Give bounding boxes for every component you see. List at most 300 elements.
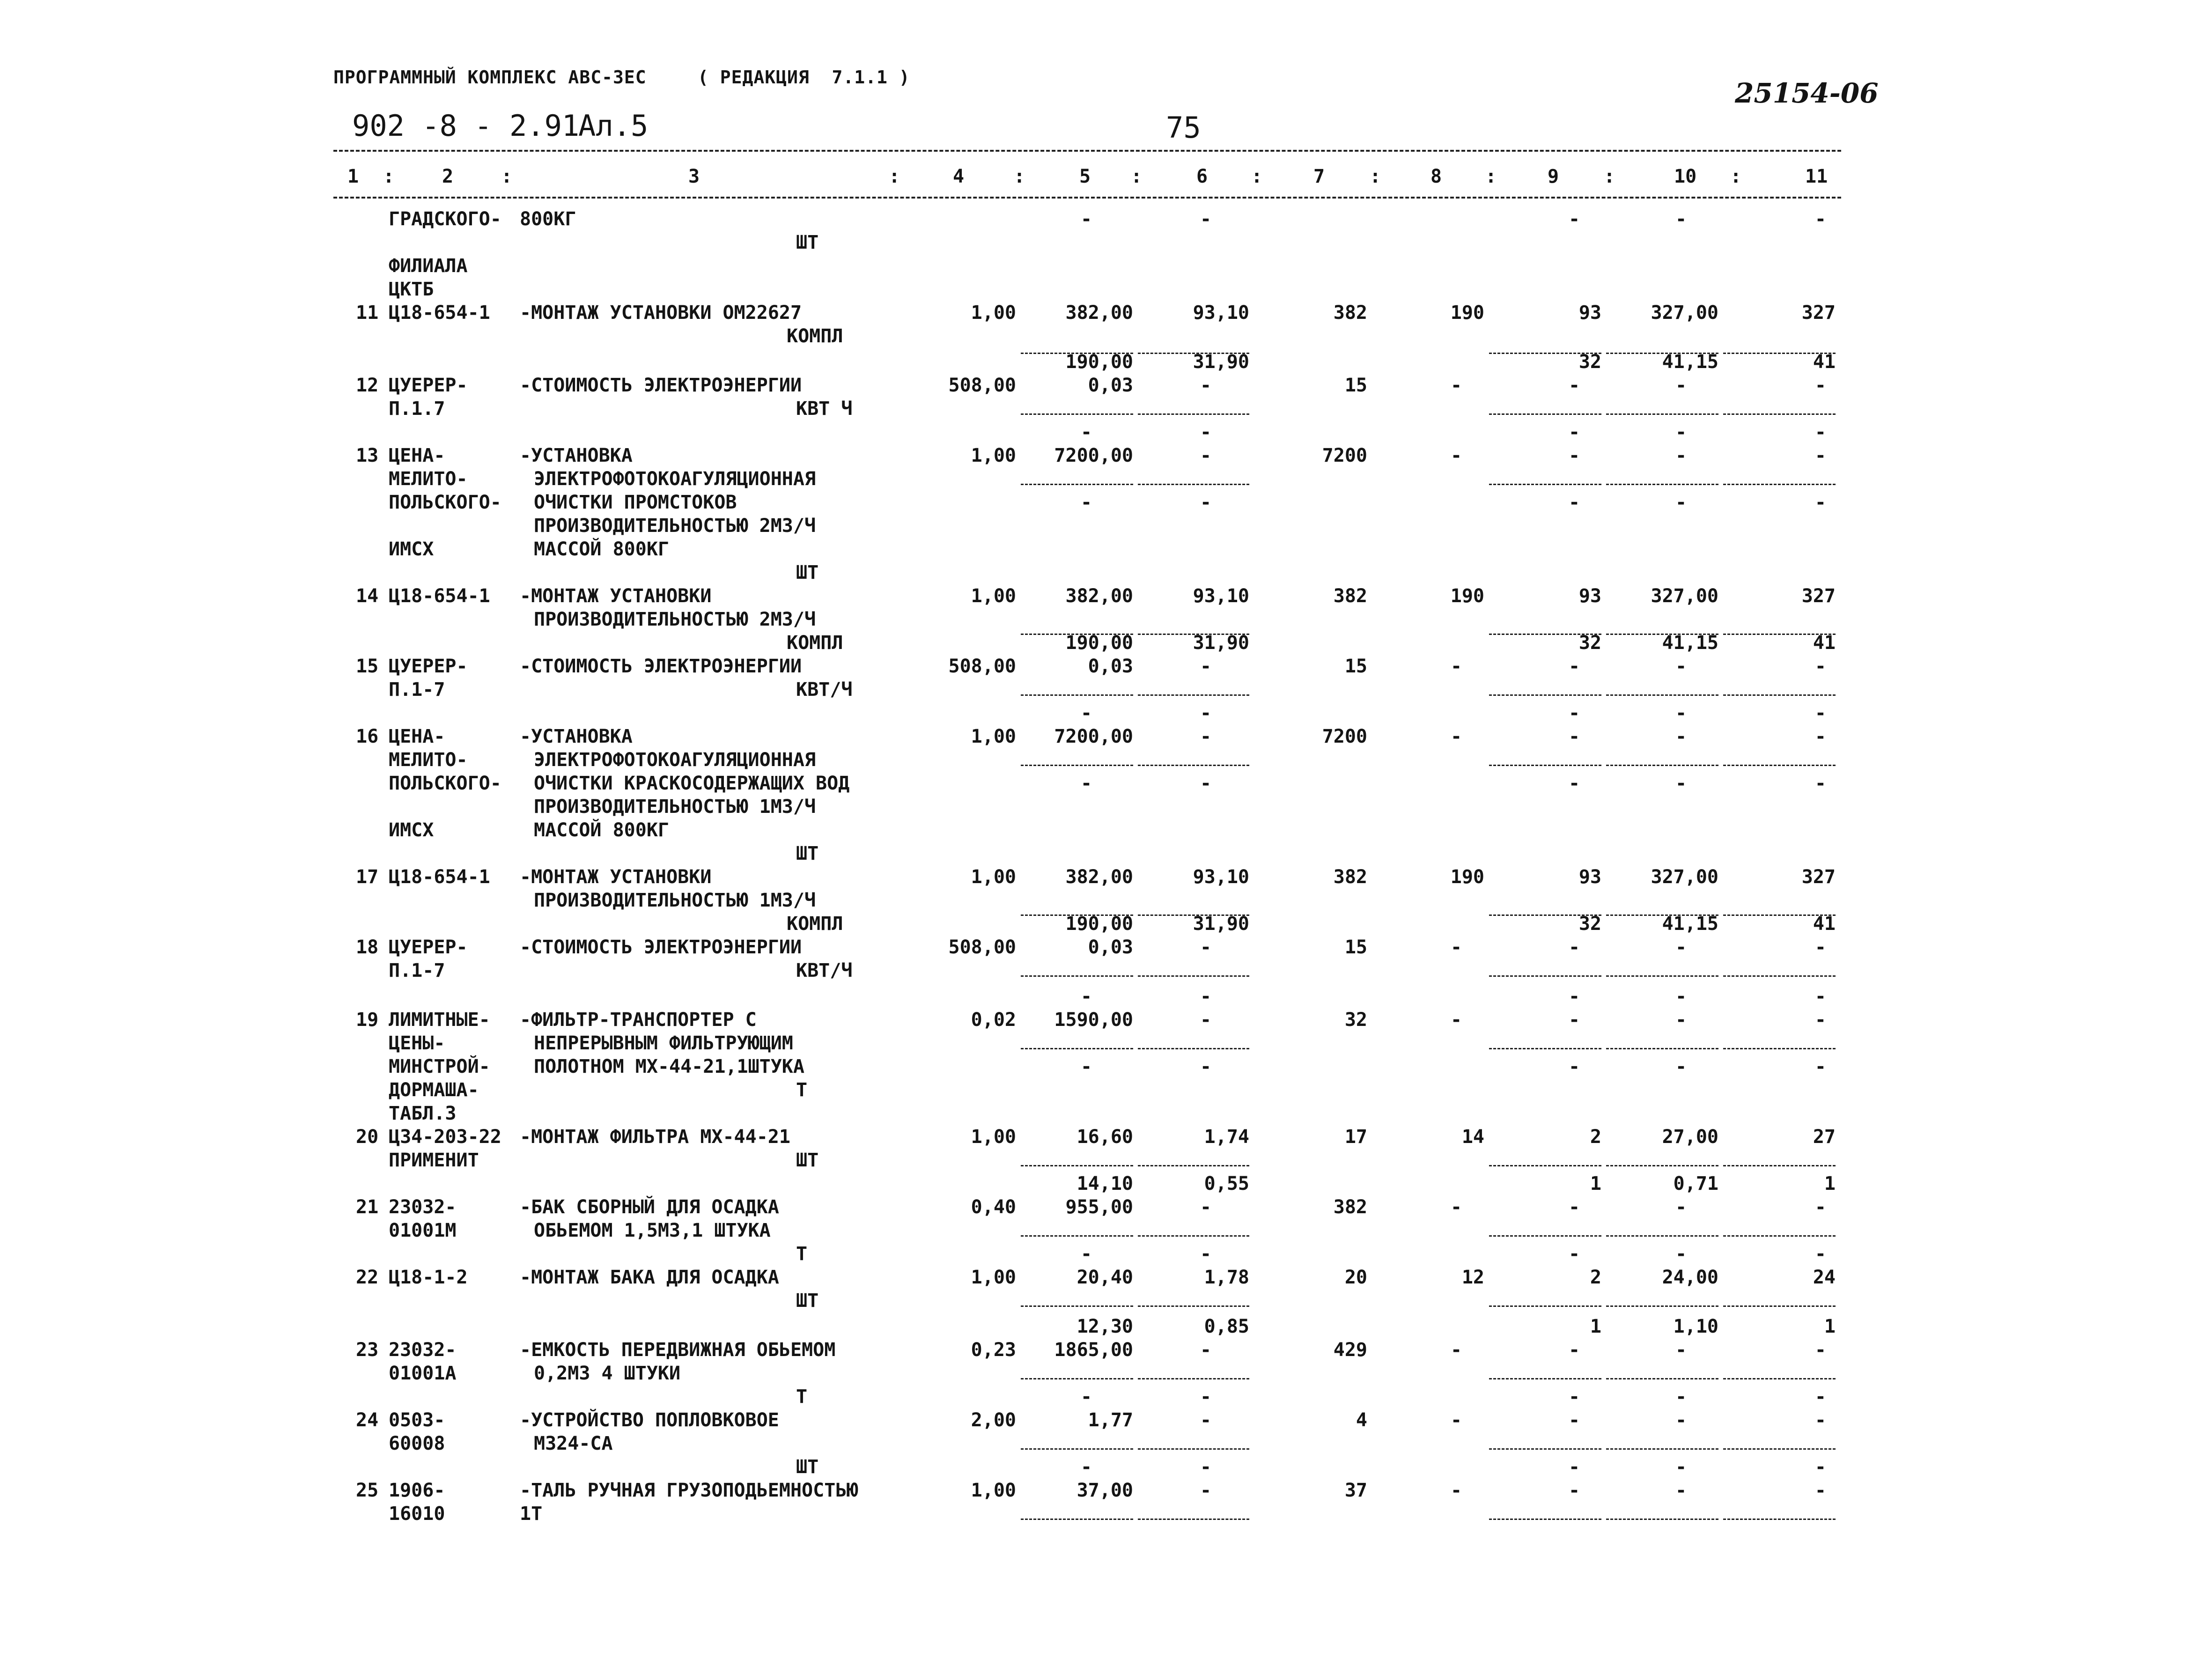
table-cell: 508,00 xyxy=(948,936,1016,958)
table-cell: - xyxy=(1814,375,1826,396)
table-cell: - xyxy=(1200,1009,1212,1031)
table-cell: 1,00 xyxy=(971,866,1016,888)
column-header: 6 xyxy=(1196,166,1208,187)
subtotal-separator xyxy=(1021,1235,1133,1237)
subtotal-separator xyxy=(1138,1378,1249,1379)
table-cell: 32 xyxy=(1578,351,1601,373)
header-rule-bottom xyxy=(333,197,1841,199)
table-cell: 1 xyxy=(1824,1173,1836,1194)
table-cell: МАССОЙ 800КГ xyxy=(534,819,669,841)
table-cell: - xyxy=(1814,1480,1826,1501)
table-cell: - xyxy=(1675,773,1687,794)
subtotal-separator xyxy=(1138,634,1249,635)
subtotal-separator xyxy=(1489,1235,1601,1237)
table-cell: НЕПРЕРЫВНЫМ ФИЛЬТРУЮЩИМ xyxy=(534,1032,793,1054)
column-header: : xyxy=(1604,166,1615,187)
table-cell: 1,00 xyxy=(971,445,1016,466)
table-cell: 1,78 xyxy=(1204,1267,1249,1288)
table-cell: Ц34-203-22 xyxy=(389,1126,501,1148)
table-cell: ЦКТБ xyxy=(389,279,434,300)
table-cell: - xyxy=(1814,1009,1826,1031)
table-cell: - xyxy=(1200,726,1212,747)
table-cell: ДОРМАША- xyxy=(389,1079,479,1101)
subtotal-separator xyxy=(1606,634,1718,635)
table-cell: - xyxy=(1450,1409,1462,1431)
table-cell: - xyxy=(1200,421,1212,443)
table-cell: 0,40 xyxy=(971,1196,1016,1218)
subtotal-separator xyxy=(1723,765,1836,766)
page-number: 75 xyxy=(1166,111,1201,145)
table-cell: ГРАДСКОГО- xyxy=(389,208,501,230)
column-header: : xyxy=(889,166,900,187)
subtotal-separator xyxy=(1606,353,1718,354)
subtotal-separator xyxy=(1138,413,1249,415)
subtotal-separator xyxy=(1489,1519,1601,1520)
table-cell: - xyxy=(1814,492,1826,513)
table-cell: - xyxy=(1080,702,1092,724)
table-cell: - xyxy=(1675,492,1687,513)
table-cell: 327 xyxy=(1801,585,1836,607)
column-header: : xyxy=(383,166,395,187)
table-cell: П.1.7 xyxy=(389,398,445,420)
table-cell: - xyxy=(1080,1456,1092,1478)
table-cell: 0,71 xyxy=(1673,1173,1718,1194)
column-header: : xyxy=(501,166,513,187)
subtotal-separator xyxy=(1723,484,1836,485)
table-cell: 327 xyxy=(1801,866,1836,888)
table-cell: 7200,00 xyxy=(1054,445,1133,466)
table-cell: -МОНТАЖ ФИЛЬТРА МХ-44-21 xyxy=(520,1126,790,1148)
table-cell: - xyxy=(1568,1339,1580,1361)
table-cell: Т xyxy=(796,1386,808,1408)
table-cell: - xyxy=(1080,1056,1092,1077)
table-cell: 955,00 xyxy=(1065,1196,1133,1218)
table-cell: - xyxy=(1200,986,1212,1007)
table-cell: 0,03 xyxy=(1088,656,1133,677)
table-cell: 41,15 xyxy=(1662,351,1718,373)
subtotal-separator xyxy=(1021,1305,1133,1307)
table-cell: - xyxy=(1814,1056,1826,1077)
table-cell: 93 xyxy=(1578,585,1601,607)
subtotal-separator xyxy=(1021,1378,1133,1379)
subtotal-separator xyxy=(1489,353,1601,354)
table-cell: -ЕМКОСТЬ ПЕРЕДВИЖНАЯ ОБЬЕМОМ xyxy=(520,1339,836,1361)
subtotal-separator xyxy=(1021,765,1133,766)
subtotal-separator xyxy=(1606,694,1718,696)
table-cell: - xyxy=(1814,936,1826,958)
album-number: Ал.5 xyxy=(578,109,649,143)
table-cell: 32 xyxy=(1578,913,1601,935)
table-cell: - xyxy=(1568,1196,1580,1218)
table-cell: - xyxy=(1200,1243,1212,1265)
table-cell: КВТ Ч xyxy=(796,398,853,420)
subtotal-separator xyxy=(1138,765,1249,766)
table-cell: ФИЛИАЛА xyxy=(389,255,468,277)
table-cell: 11 xyxy=(356,302,379,324)
subtotal-separator xyxy=(1489,1165,1601,1166)
column-header: 11 xyxy=(1805,166,1828,187)
table-cell: 20 xyxy=(1344,1267,1367,1288)
subtotal-separator xyxy=(1489,1378,1601,1379)
table-cell: - xyxy=(1200,656,1212,677)
subtotal-separator xyxy=(1723,1235,1836,1237)
table-cell: - xyxy=(1568,1480,1580,1501)
table-cell: 41,15 xyxy=(1662,632,1718,654)
table-cell: 01001М xyxy=(389,1220,457,1241)
table-cell: 17 xyxy=(1344,1126,1367,1148)
subtotal-separator xyxy=(1489,765,1601,766)
table-cell: ШТ xyxy=(796,1290,819,1312)
table-cell: - xyxy=(1568,492,1580,513)
table-cell: -СТОИМОСТЬ ЭЛЕКТРОЭНЕРГИИ xyxy=(520,936,802,958)
table-cell: ШТ xyxy=(796,232,819,253)
table-cell: ЭЛЕКТРОФОТОКОАГУЛЯЦИОННАЯ xyxy=(534,749,816,771)
subtotal-separator xyxy=(1138,353,1249,354)
table-cell: 31,90 xyxy=(1193,351,1249,373)
table-cell: ШТ xyxy=(796,562,819,583)
table-cell: 93,10 xyxy=(1193,866,1249,888)
table-cell: - xyxy=(1814,986,1826,1007)
subtotal-separator xyxy=(1021,353,1133,354)
table-cell: 32 xyxy=(1344,1009,1367,1031)
subtotal-separator xyxy=(1021,634,1133,635)
table-cell: - xyxy=(1200,492,1212,513)
table-cell: - xyxy=(1080,773,1092,794)
subtotal-separator xyxy=(1489,413,1601,415)
table-cell: - xyxy=(1675,445,1687,466)
header-rule-top xyxy=(333,150,1841,152)
subtotal-separator xyxy=(1489,484,1601,485)
table-cell: 24 xyxy=(1813,1267,1836,1288)
table-cell: КОМПЛ xyxy=(787,325,843,347)
table-cell: ПРИМЕНИТ xyxy=(389,1150,479,1171)
table-cell: - xyxy=(1568,208,1580,230)
table-cell: 22 xyxy=(356,1267,379,1288)
table-cell: КВТ/Ч xyxy=(796,960,853,981)
table-cell: 2 xyxy=(1590,1126,1601,1148)
table-cell: 1906- xyxy=(389,1480,445,1501)
table-cell: - xyxy=(1568,445,1580,466)
table-cell: - xyxy=(1814,1386,1826,1408)
subtotal-separator xyxy=(1723,1305,1836,1307)
table-cell: 24 xyxy=(356,1409,379,1431)
table-cell: -МОНТАЖ УСТАНОВКИ ОМ22627 xyxy=(520,302,802,324)
table-cell: 23 xyxy=(356,1339,379,1361)
table-cell: - xyxy=(1450,936,1462,958)
table-cell: - xyxy=(1200,445,1212,466)
subtotal-separator xyxy=(1489,975,1601,977)
table-cell: 1,00 xyxy=(971,1480,1016,1501)
table-cell: 190 xyxy=(1450,866,1484,888)
table-cell: 41,15 xyxy=(1662,913,1718,935)
table-cell: 327,00 xyxy=(1651,302,1718,324)
table-cell: 15 xyxy=(1344,656,1367,677)
table-cell: Т xyxy=(796,1243,808,1265)
table-cell: 20 xyxy=(356,1126,379,1148)
table-cell: - xyxy=(1450,1339,1462,1361)
table-cell: ПРОИЗВОДИТЕЛЬНОСТЬЮ 1М3/Ч xyxy=(534,890,816,911)
table-cell: 20,40 xyxy=(1077,1267,1133,1288)
inventory-number: 25154-06 xyxy=(1735,77,1879,109)
table-cell: 31,90 xyxy=(1193,913,1249,935)
table-cell: - xyxy=(1814,1339,1826,1361)
table-cell: 12,30 xyxy=(1077,1316,1133,1337)
table-cell: - xyxy=(1200,208,1212,230)
table-cell: - xyxy=(1080,1243,1092,1265)
table-cell: - xyxy=(1675,1009,1687,1031)
table-cell: - xyxy=(1675,726,1687,747)
table-cell: 41 xyxy=(1813,632,1836,654)
table-cell: - xyxy=(1814,1409,1826,1431)
subtotal-separator xyxy=(1606,1378,1718,1379)
subtotal-separator xyxy=(1138,1165,1249,1166)
table-cell: - xyxy=(1450,1196,1462,1218)
table-cell: - xyxy=(1450,1009,1462,1031)
table-cell: 93 xyxy=(1578,866,1601,888)
table-cell: ЭЛЕКТРОФОТОКОАГУЛЯЦИОННАЯ xyxy=(534,468,816,490)
table-cell: МЕЛИТО- xyxy=(389,749,468,771)
table-cell: 1 xyxy=(1824,1316,1836,1337)
subtotal-separator xyxy=(1723,1448,1836,1450)
table-cell: 190 xyxy=(1450,585,1484,607)
table-cell: 382 xyxy=(1333,585,1367,607)
table-cell: - xyxy=(1450,1480,1462,1501)
table-cell: - xyxy=(1675,986,1687,1007)
table-cell: 37 xyxy=(1344,1480,1367,1501)
table-cell: - xyxy=(1568,1056,1580,1077)
table-cell: 0,85 xyxy=(1204,1316,1249,1337)
table-cell: - xyxy=(1675,375,1687,396)
table-cell: - xyxy=(1814,208,1826,230)
table-cell: 13 xyxy=(356,445,379,466)
table-cell: 14,10 xyxy=(1077,1173,1133,1194)
table-cell: - xyxy=(1200,1339,1212,1361)
subtotal-separator xyxy=(1021,1165,1133,1166)
subtotal-separator xyxy=(1606,484,1718,485)
table-cell: 18 xyxy=(356,936,379,958)
table-cell: - xyxy=(1568,656,1580,677)
table-cell: - xyxy=(1568,1386,1580,1408)
table-cell: 27,00 xyxy=(1662,1126,1718,1148)
table-cell: - xyxy=(1200,1386,1212,1408)
table-cell: 382,00 xyxy=(1065,866,1133,888)
subtotal-separator xyxy=(1489,1448,1601,1450)
table-cell: ТАБЛ.3 xyxy=(389,1103,457,1124)
table-cell: 7200 xyxy=(1322,726,1367,747)
subtotal-separator xyxy=(1138,1448,1249,1450)
column-header: : xyxy=(1131,166,1143,187)
table-cell: ШТ xyxy=(796,843,819,864)
table-cell: 15 xyxy=(1344,375,1367,396)
table-cell: 0,03 xyxy=(1088,936,1133,958)
table-cell: ЦУЕРЕР- xyxy=(389,656,468,677)
column-header: 9 xyxy=(1548,166,1559,187)
table-cell: - xyxy=(1814,773,1826,794)
table-cell: 382 xyxy=(1333,302,1367,324)
table-cell: 1,00 xyxy=(971,1267,1016,1288)
table-cell: 17 xyxy=(356,866,379,888)
table-cell: 1,00 xyxy=(971,726,1016,747)
subtotal-separator xyxy=(1606,1448,1718,1450)
table-cell: - xyxy=(1675,421,1687,443)
table-cell: ПОЛЬСКОГО- xyxy=(389,492,501,513)
table-cell: 21 xyxy=(356,1196,379,1218)
table-cell: -СТОИМОСТЬ ЭЛЕКТРОЭНЕРГИИ xyxy=(520,656,802,677)
table-cell: - xyxy=(1200,375,1212,396)
table-cell: 382,00 xyxy=(1065,585,1133,607)
subtotal-separator xyxy=(1606,914,1718,916)
column-header: : xyxy=(1014,166,1025,187)
table-cell: ШТ xyxy=(796,1150,819,1171)
table-cell: 1590,00 xyxy=(1054,1009,1133,1031)
table-cell: ПОЛОТНОМ МХ-44-21,1ШТУКА xyxy=(534,1056,804,1077)
table-cell: 190 xyxy=(1450,302,1484,324)
table-cell: ИМСХ xyxy=(389,538,434,560)
table-cell: -ФИЛЬТР-ТРАНСПОРТЕР С xyxy=(520,1009,757,1031)
table-cell: - xyxy=(1568,986,1580,1007)
table-cell: 12 xyxy=(1461,1267,1484,1288)
subtotal-separator xyxy=(1138,1519,1249,1520)
subtotal-separator xyxy=(1606,1235,1718,1237)
table-cell: ИМСХ xyxy=(389,819,434,841)
column-header: : xyxy=(1370,166,1381,187)
table-cell: - xyxy=(1675,1480,1687,1501)
subtotal-separator xyxy=(1723,694,1836,696)
table-cell: - xyxy=(1814,1456,1826,1478)
subtotal-separator xyxy=(1723,975,1836,977)
table-cell: 7200 xyxy=(1322,445,1367,466)
document-code: 902 -8 - 2.91 xyxy=(352,109,580,143)
table-cell: 93,10 xyxy=(1193,585,1249,607)
table-cell: 1,10 xyxy=(1673,1316,1718,1337)
table-cell: 4 xyxy=(1356,1409,1367,1431)
table-cell: 1,74 xyxy=(1204,1126,1249,1148)
table-cell: -УСТАНОВКА xyxy=(520,726,633,747)
table-cell: - xyxy=(1450,656,1462,677)
subtotal-separator xyxy=(1723,1519,1836,1520)
table-cell: 1Т xyxy=(520,1503,543,1525)
table-cell: - xyxy=(1568,1456,1580,1478)
table-cell: - xyxy=(1675,1056,1687,1077)
table-cell: 1,00 xyxy=(971,302,1016,324)
table-cell: 0,03 xyxy=(1088,375,1133,396)
table-cell: - xyxy=(1080,421,1092,443)
table-cell: - xyxy=(1675,1456,1687,1478)
table-cell: 327,00 xyxy=(1651,585,1718,607)
table-cell: - xyxy=(1675,936,1687,958)
table-cell: 508,00 xyxy=(948,375,1016,396)
subtotal-separator xyxy=(1138,1235,1249,1237)
column-header: 3 xyxy=(688,166,700,187)
table-cell: - xyxy=(1200,1409,1212,1431)
table-cell: П.1-7 xyxy=(389,679,445,700)
subtotal-separator xyxy=(1723,1378,1836,1379)
table-cell: - xyxy=(1675,208,1687,230)
table-cell: ЦУЕРЕР- xyxy=(389,936,468,958)
table-cell: - xyxy=(1568,1409,1580,1431)
table-cell: КВТ/Ч xyxy=(796,679,853,700)
table-cell: 1,00 xyxy=(971,585,1016,607)
subtotal-separator xyxy=(1489,914,1601,916)
subtotal-separator xyxy=(1138,484,1249,485)
subtotal-separator xyxy=(1021,975,1133,977)
table-cell: ЦЕНА- xyxy=(389,445,445,466)
table-cell: КОМПЛ xyxy=(787,913,843,935)
table-cell: 0,55 xyxy=(1204,1173,1249,1194)
column-header: 2 xyxy=(442,166,454,187)
table-cell: 24,00 xyxy=(1662,1267,1718,1288)
subtotal-separator xyxy=(1021,1448,1133,1450)
table-cell: 16 xyxy=(356,726,379,747)
table-cell: - xyxy=(1814,421,1826,443)
subtotal-separator xyxy=(1021,484,1133,485)
table-cell: - xyxy=(1450,445,1462,466)
table-cell: 41 xyxy=(1813,913,1836,935)
table-cell: 2 xyxy=(1590,1267,1601,1288)
table-cell: ПОЛЬСКОГО- xyxy=(389,773,501,794)
subtotal-separator xyxy=(1489,694,1601,696)
table-cell: 800КГ xyxy=(520,208,576,230)
table-cell: - xyxy=(1568,375,1580,396)
table-cell: 1,00 xyxy=(971,1126,1016,1148)
table-cell: 12 xyxy=(356,375,379,396)
table-cell: МЕЛИТО- xyxy=(389,468,468,490)
table-cell: ПРОИЗВОДИТЕЛЬНОСТЬЮ 1М3/Ч xyxy=(534,796,816,818)
table-cell: - xyxy=(1200,1456,1212,1478)
table-cell: Ц18-1-2 xyxy=(389,1267,468,1288)
table-cell: ПРОИЗВОДИТЕЛЬНОСТЬЮ 2М3/Ч xyxy=(534,609,816,630)
table-cell: 27 xyxy=(1813,1126,1836,1148)
table-cell: 382 xyxy=(1333,866,1367,888)
table-cell: 01001А xyxy=(389,1363,457,1384)
subtotal-separator xyxy=(1723,1048,1836,1049)
table-cell: 0503- xyxy=(389,1409,445,1431)
table-cell: ЦЕНА- xyxy=(389,726,445,747)
subtotal-separator xyxy=(1723,353,1836,354)
subtotal-separator xyxy=(1723,634,1836,635)
subtotal-separator xyxy=(1138,914,1249,916)
column-header: 10 xyxy=(1674,166,1697,187)
column-header: 5 xyxy=(1079,166,1091,187)
table-cell: - xyxy=(1568,936,1580,958)
table-cell: Ц18-654-1 xyxy=(389,866,490,888)
table-cell: 1 xyxy=(1590,1316,1601,1337)
table-cell: - xyxy=(1568,773,1580,794)
table-cell: - xyxy=(1814,1243,1826,1265)
table-cell: 41 xyxy=(1813,351,1836,373)
subtotal-separator xyxy=(1606,765,1718,766)
table-cell: ЛИМИТНЫЕ- xyxy=(389,1009,490,1031)
table-cell: 7200,00 xyxy=(1054,726,1133,747)
table-cell: 25 xyxy=(356,1480,379,1501)
table-cell: 93 xyxy=(1578,302,1601,324)
table-cell: -МОНТАЖ УСТАНОВКИ xyxy=(520,585,712,607)
table-cell: - xyxy=(1080,1386,1092,1408)
header-edition: ( РЕДАКЦИЯ 7.1.1 ) xyxy=(698,67,910,88)
table-cell: - xyxy=(1080,986,1092,1007)
table-cell: ОБЬЕМОМ 1,5М3,1 ШТУКА xyxy=(534,1220,771,1241)
subtotal-separator xyxy=(1138,975,1249,977)
table-cell: КОМПЛ xyxy=(787,632,843,654)
table-cell: 1 xyxy=(1590,1173,1601,1194)
table-cell: 16010 xyxy=(389,1503,445,1525)
column-header: 8 xyxy=(1430,166,1442,187)
table-cell: 23032- xyxy=(389,1339,457,1361)
column-header: 4 xyxy=(953,166,965,187)
table-cell: - xyxy=(1200,1056,1212,1077)
table-cell: 0,2М3 4 ШТУКИ xyxy=(534,1363,681,1384)
table-cell: 16,60 xyxy=(1077,1126,1133,1148)
